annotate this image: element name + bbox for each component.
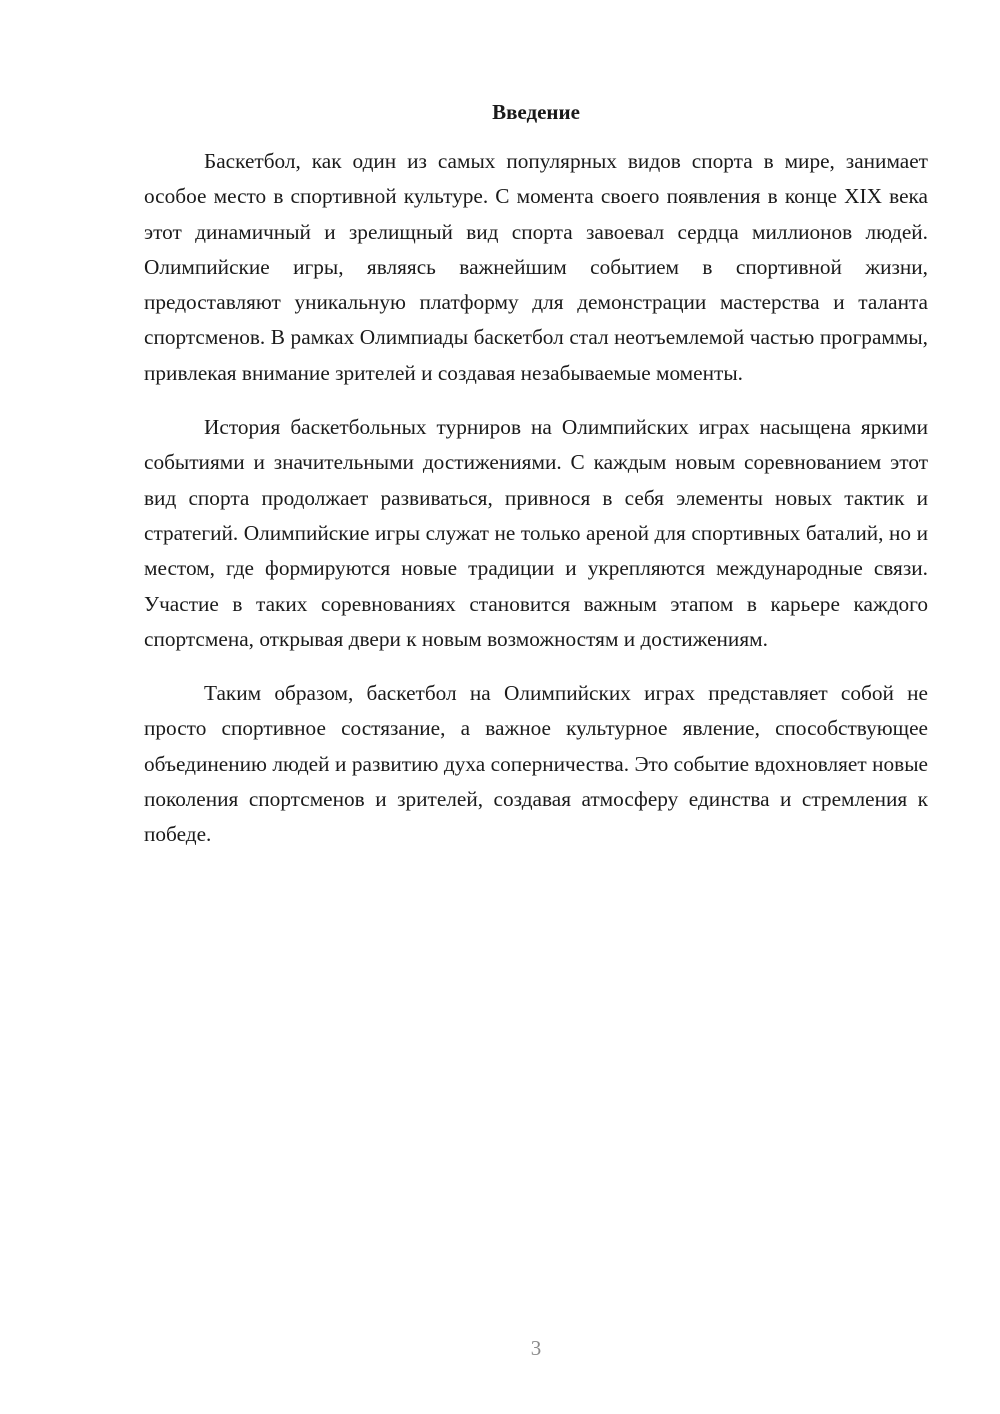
document-body [144,144,928,872]
page-title: Введение [492,100,580,124]
page-number: 3 [530,1336,542,1360]
paragraph-1: Баскетбол, как один из самых популярных видов спорта в мире, занимает особое место в спортивной культуре. С момента своего появления в конце XIX века этот динамичный и зрелищный вид спорта завоевал сердца миллионов людей. Олимпийские игры, являясь важнейшим событием в спортивной жизни, предоставляют уникальную платформу для демонстрации мастерства и таланта спортсменов. В рамках Олимпиады баскетбол стал неотъемлемой частью программы, привлекая внимание зрителей и создавая незабываемые моменты. [144,149,928,385]
paragraph-2: История баскетбольных турниров на Олимпийских играх насыщена яркими событиями и значительными достижениями. С каждым новым соревнованием этот вид спорта продолжает развиваться, привнося в себя элементы новых тактик и стратегий. Олимпийские игры служат не только ареной для спортивных баталий, но и местом, где формируются новые традиции и укрепляются международные связи. Участие в таких соревнованиях становится важным этапом в карьере каждого спортсмена, открывая двери к новым возможностям и достижениям. [144,415,928,651]
paragraph-3: Таким образом, баскетбол на Олимпийских играх представляет собой не просто спортивное состязание, а важное культурное явление, способствующее объединению людей и развитию духа соперничества. Это событие вдохновляет новые поколения спортсменов и зрителей, создавая атмосферу единства и стремления к победе. [144,681,928,847]
